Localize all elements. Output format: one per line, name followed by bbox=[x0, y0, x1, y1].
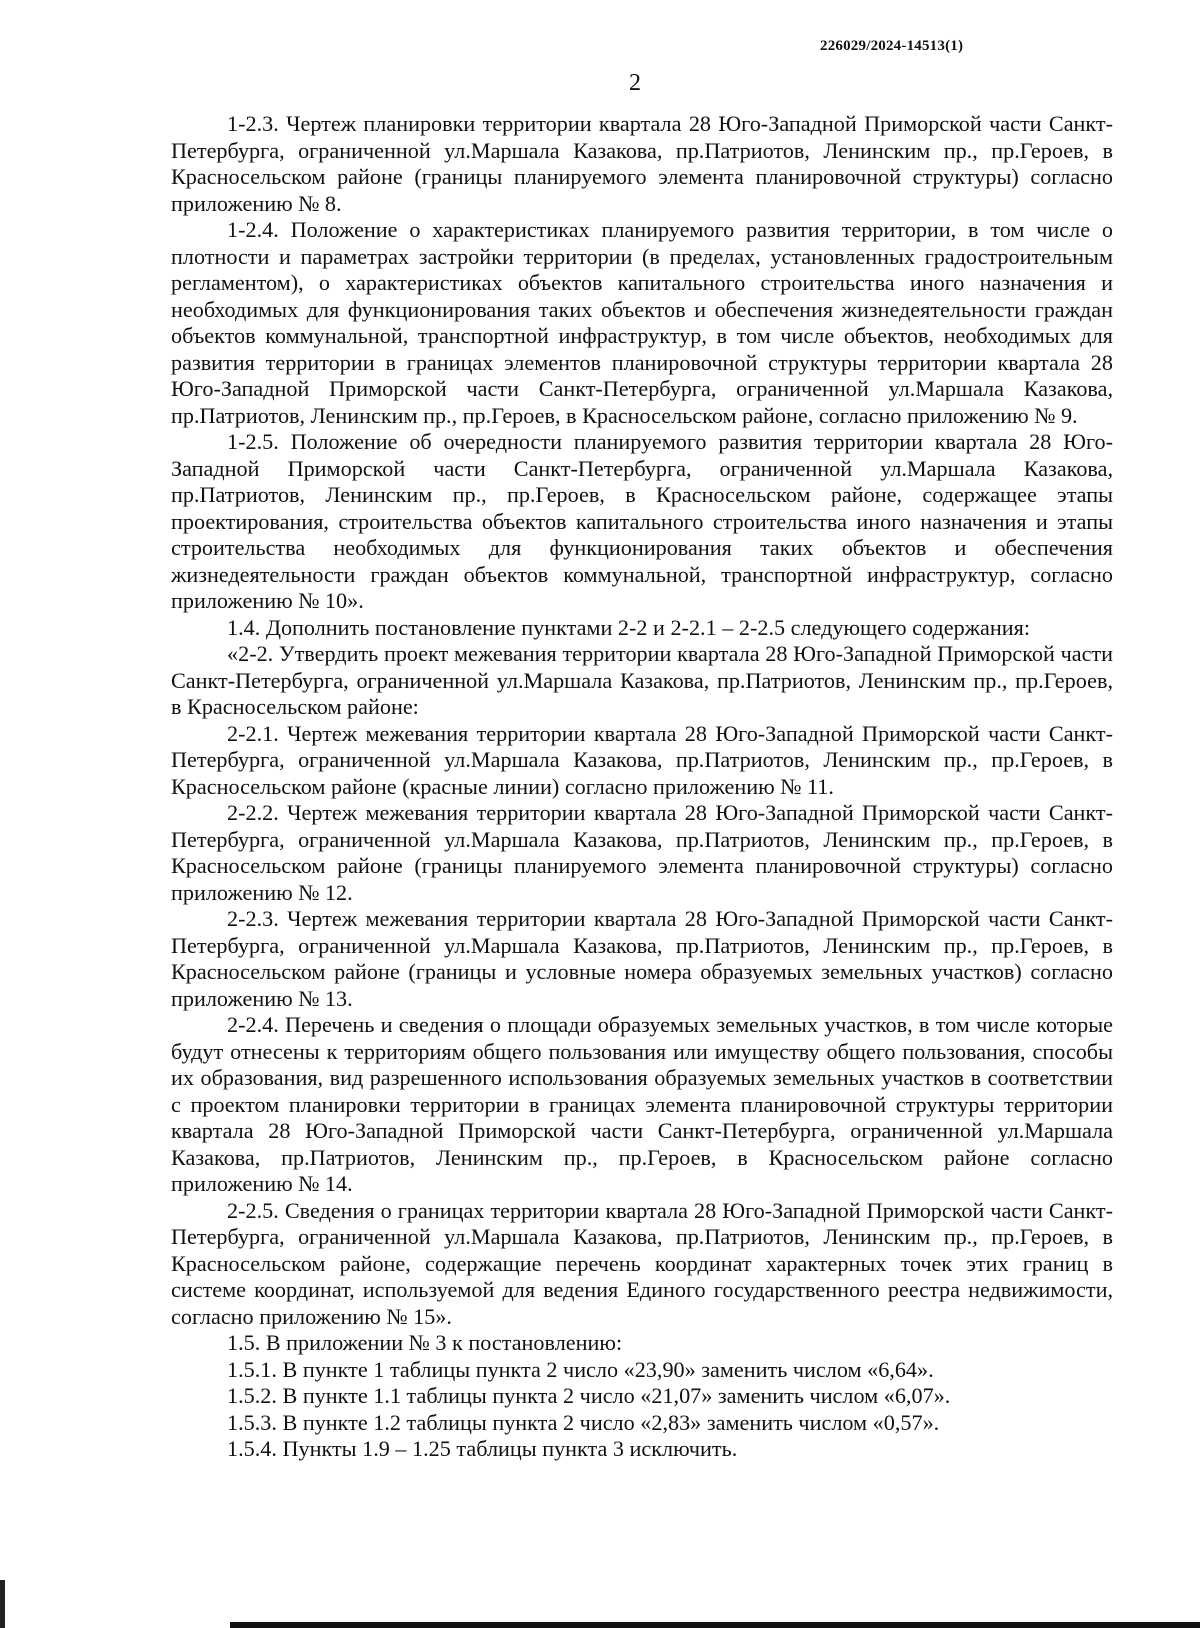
paragraph-1-5-4: 1.5.4. Пункты 1.9 – 1.25 таблицы пункта 3 исключить. bbox=[227, 1436, 738, 1461]
document-body bbox=[171, 111, 1113, 1463]
paragraph-1-4: 1.4. Дополнить постановление пунктами 2-2 и 2-2.1 – 2-2.5 следующего содержания: bbox=[227, 614, 1031, 640]
paragraph-2-2-1: 2-2.1. Чертеж межевания территории квартала 28 Юго-Западной Приморской части Санкт-Петербурга, ограниченной ул.Маршала Казакова, пр.Патриотов, Ленинским пр., пр.Героев, в Красносельском районе (красные линии) согласно приложению № 11. bbox=[171, 720, 1113, 799]
document-registration-number: 226029/2024-14513(1) bbox=[820, 38, 964, 54]
paragraph-1-2-4: 1-2.4. Положение о характеристиках планируемого развития территории, в том числе о плотности и параметрах застройки территории (в пределах, установленных градостроительным регламентом), о характеристиках объектов капитального строительства иного назначения и необходимых для функционирования таких объектов и обеспечения жизнедеятельности граждан объектов коммунальной, транспортной инфраструктур, в том числе объектов, необходимых для развития территории в границах элементов планировочной структуры территории квартала 28 Юго-Западной Приморской части Санкт-Петербурга, ограниченной ул.Маршала Казакова, пр.Патриотов, Ленинским пр., пр.Героев, в Красносельском районе, согласно приложению № 9. bbox=[171, 217, 1113, 428]
paragraph-1-2-3: 1-2.3. Чертеж планировки территории квартала 28 Юго-Западной Приморской части Санкт-Петербурга, ограниченной ул.Маршала Казакова, пр.Патриотов, Ленинским пр., пр.Героев, в Красносельском районе (границы планируемого элемента планировочной структуры) согласно приложению № 8. bbox=[171, 111, 1113, 216]
scan-bottom-edge bbox=[230, 1622, 1200, 1628]
paragraph-1-5-3: 1.5.3. В пункте 1.2 таблицы пункта 2 число «2,83» заменить числом «0,57». bbox=[227, 1409, 940, 1435]
paragraph-1-5-2: 1.5.2. В пункте 1.1 таблицы пункта 2 число «21,07» заменить числом «6,07». bbox=[227, 1383, 951, 1408]
paragraph-1-2-5: 1-2.5. Положение об очередности планируемого развития территории квартала 28 Юго-Западной Приморской части Санкт-Петербурга, ограниченной ул.Маршала Казакова, пр.Патриотов, Ленинским пр., пр.Героев, в Красносельском районе, содержащее этапы проектирования, строительства объектов капитального строительства иного назначения и этапы строительства необходимых для функционирования таких объектов и обеспечения жизнедеятельности граждан объектов коммунальной, транспортной инфраструктур, согласно приложению № 10». bbox=[171, 429, 1113, 613]
page-number: 2 bbox=[629, 70, 641, 96]
paragraph-2-2: «2-2. Утвердить проект межевания территории квартала 28 Юго-Западной Приморской части Санкт-Петербурга, ограниченной ул.Маршала Казакова, пр.Патриотов, Ленинским пр., пр.Героев, в Красносельском районе: bbox=[171, 641, 1113, 719]
paragraph-2-2-3: 2-2.3. Чертеж межевания территории квартала 28 Юго-Западной Приморской части Санкт-Петербурга, ограниченной ул.Маршала Казакова, пр.Патриотов, Ленинским пр., пр.Героев, в Красносельском районе (границы и условные номера образуемых земельных участков) согласно приложению № 13. bbox=[171, 906, 1113, 1011]
paragraph-2-2-4: 2-2.4. Перечень и сведения о площади образуемых земельных участков, в том числе которые будут отнесены к территориям общего пользования или имуществу общего пользования, способы их образования, вид разрешенного использования образуемых земельных участков в соответствии с проектом планировки территории в границах элемента планировочной структуры территории квартала 28 Юго-Западной Приморской части Санкт-Петербурга, ограниченной ул.Маршала Казакова, пр.Патриотов, Ленинским пр., пр.Героев, в Красносельском районе согласно приложению № 14. bbox=[171, 1012, 1113, 1196]
paragraph-1-5: 1.5. В приложении № 3 к постановлению: bbox=[227, 1330, 623, 1355]
paragraph-2-2-5: 2-2.5. Сведения о границах территории квартала 28 Юго-Западной Приморской части Санкт-Петербурга, ограниченной ул.Маршала Казакова, пр.Патриотов, Ленинским пр., пр.Героев, в Красносельском районе, содержащие перечень координат характерных точек этих границ в системе координат, используемой для ведения Единого государственного реестра недвижимости, согласно приложению № 15». bbox=[171, 1197, 1113, 1329]
scan-left-edge-mark bbox=[0, 1580, 5, 1628]
paragraph-1-5-1: 1.5.1. В пункте 1 таблицы пункта 2 число «23,90» заменить числом «6,64». bbox=[227, 1356, 934, 1382]
paragraph-2-2-2: 2-2.2. Чертеж межевания территории квартала 28 Юго-Западной Приморской части Санкт-Петербурга, ограниченной ул.Маршала Казакова, пр.Патриотов, Ленинским пр., пр.Героев, в Красносельском районе (границы планируемого элемента планировочной структуры) согласно приложению № 12. bbox=[171, 800, 1113, 905]
